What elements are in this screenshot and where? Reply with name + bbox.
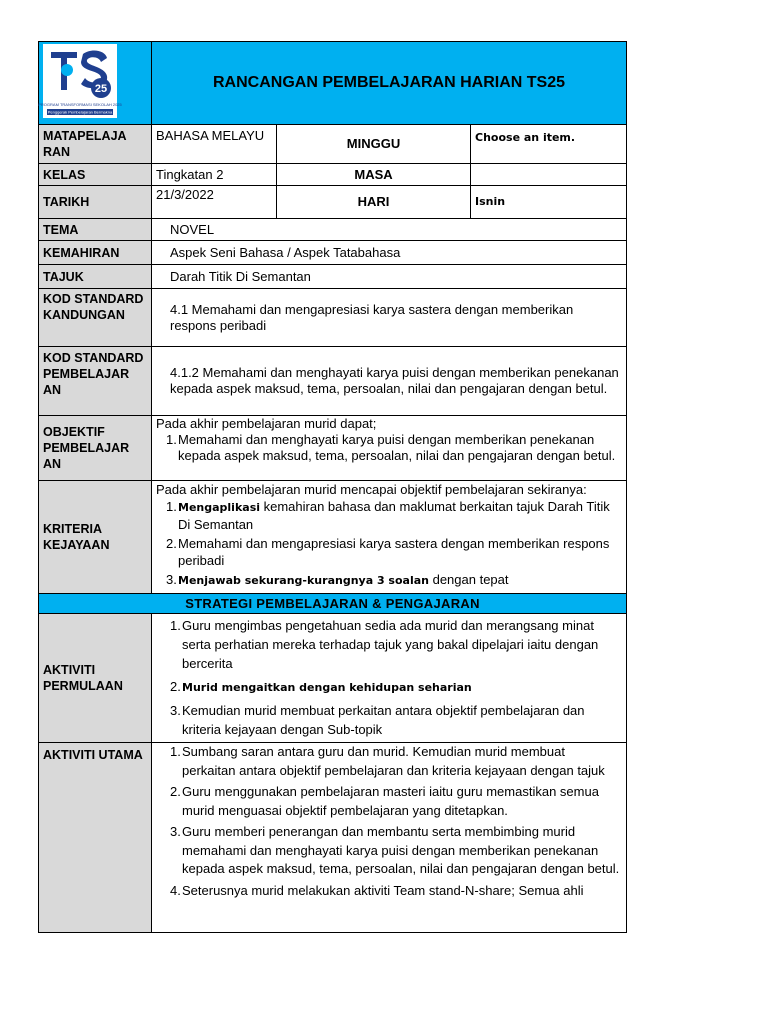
tema-label: TEMA (39, 219, 152, 241)
objektif-intro: Pada akhir pembelajaran murid dapat; (156, 416, 377, 431)
tarikh-value[interactable]: 21/3/2022 (152, 186, 277, 219)
objektif-label: OBJEKTIF PEMBELAJAR AN (39, 416, 152, 481)
minggu-dropdown[interactable]: Choose an item. (471, 125, 627, 164)
lesson-plan-page (38, 41, 626, 947)
tarikh-label: TARIKH (39, 186, 152, 219)
permulaan-item-3: 3.Kemudian murid membuat perkaitan antara objektif pembelajaran dan kriteria kejayaan dengan Sub-topik (170, 703, 585, 737)
kemahiran-value[interactable]: Aspek Seni Bahasa / Aspek Tatabahasa (152, 241, 627, 265)
utama-item: 4.Seterusnya murid melakukan aktiviti Team stand-N-share; Semua ahli (170, 882, 584, 898)
hari-value[interactable]: Isnin (471, 186, 627, 219)
logo-number: 25 (94, 83, 108, 95)
masa-label: MASA (277, 164, 471, 186)
minggu-label: MINGGU (277, 125, 471, 164)
ts25-logo (38, 44, 122, 118)
ksp-label: KOD STANDARD PEMBELAJAR AN (39, 347, 152, 416)
utama-item: 3.Guru memberi penerangan dan membantu serta membimbing murid memahami dan menghayati karya puisi dengan memberikan penekanan kepada aspek maksud, tema, persoalan, nilai dan pengajaran dengan betul. (170, 824, 620, 876)
kelas-value[interactable]: Tingkatan 2 (152, 164, 277, 186)
page-title: RANCANGAN PEMBELAJARAN HARIAN TS25 (152, 42, 627, 125)
utama-label: AKTIVITI UTAMA (39, 743, 152, 933)
kriteria-item-2: 2.Memahami dan mengapresiasi karya sastera dengan memberikan respons peribadi (166, 536, 610, 568)
permulaan-item-1: 1.Guru mengimbas pengetahuan sedia ada murid dan merangsang minat serta perhatian mereka terhadap tajuk yang bakal dipelajari iaitu dengan bercerita (170, 618, 599, 671)
kriteria-item-3: 3.Menjawab sekurang-kurangnya 3 soalan dengan tepat (166, 572, 509, 587)
matapelajaran-label: MATAPELAJA RAN (39, 125, 152, 164)
svg-text:PROGRAM TRANSFORMASI SEKOLAH 2: PROGRAM TRANSFORMASI SEKOLAH 2025 (38, 102, 122, 107)
lesson-plan-table (38, 41, 627, 933)
ksp-value[interactable]: 4.1.2 Memahami dan menghayati karya puisi dengan memberikan penekanan kepada aspek maksud, tema, persoalan, nilai dan pengajaran dengan betul. (152, 347, 627, 416)
objektif-item: 1.Memahami dan menghayati karya puisi dengan memberikan penekanan kepada aspek maksud, tema, persoalan, nilai dan pengajaran dengan betul. (166, 432, 616, 463)
utama-item: 1.Sumbang saran antara guru dan murid. Kemudian murid membuat perkaitan antara objektif pembelajaran dan kriteria kejayaan dengan tajuk (170, 744, 605, 778)
kriteria-cell[interactable] (152, 481, 627, 594)
objektif-cell[interactable] (152, 416, 627, 481)
svg-text:Penggerak Pembelajaran Bermakn: Penggerak Pembelajaran Bermakna (47, 109, 113, 115)
utama-item: 2.Guru menggunakan pembelajaran masteri iaitu guru memastikan semua murid menguasai objektif pembelajaran yang ditetapkan. (170, 784, 599, 818)
kriteria-item-1: 1.Mengaplikasi kemahiran bahasa dan maklumat berkaitan tajuk Darah Titik Di Semantan (166, 499, 610, 532)
utama-cell[interactable] (152, 743, 627, 933)
masa-value[interactable] (471, 164, 627, 186)
permulaan-cell[interactable] (152, 614, 627, 743)
ksk-value[interactable]: 4.1 Memahami dan mengapresiasi karya sastera dengan memberikan respons peribadi (152, 289, 627, 347)
permulaan-item-2: 2.Murid mengaitkan dengan kehidupan seharian (170, 679, 472, 694)
hari-label: HARI (277, 186, 471, 219)
logo-cell (39, 42, 152, 125)
tajuk-label: TAJUK (39, 265, 152, 289)
kelas-label: KELAS (39, 164, 152, 186)
ksk-label: KOD STANDARD KANDUNGAN (39, 289, 152, 347)
tajuk-value[interactable]: Darah Titik Di Semantan (152, 265, 627, 289)
kriteria-label: KRITERIA KEJAYAAN (39, 481, 152, 594)
permulaan-label: AKTIVITI PERMULAAN (39, 614, 152, 743)
kemahiran-label: KEMAHIRAN (39, 241, 152, 265)
strategi-heading: STRATEGI PEMBELAJARAN & PENGAJARAN (39, 594, 627, 614)
kriteria-intro: Pada akhir pembelajaran murid mencapai objektif pembelajaran sekiranya: (156, 482, 587, 497)
header-row (39, 42, 627, 125)
matapelajaran-value[interactable]: BAHASA MELAYU (152, 125, 277, 164)
tema-value[interactable]: NOVEL (152, 219, 627, 241)
